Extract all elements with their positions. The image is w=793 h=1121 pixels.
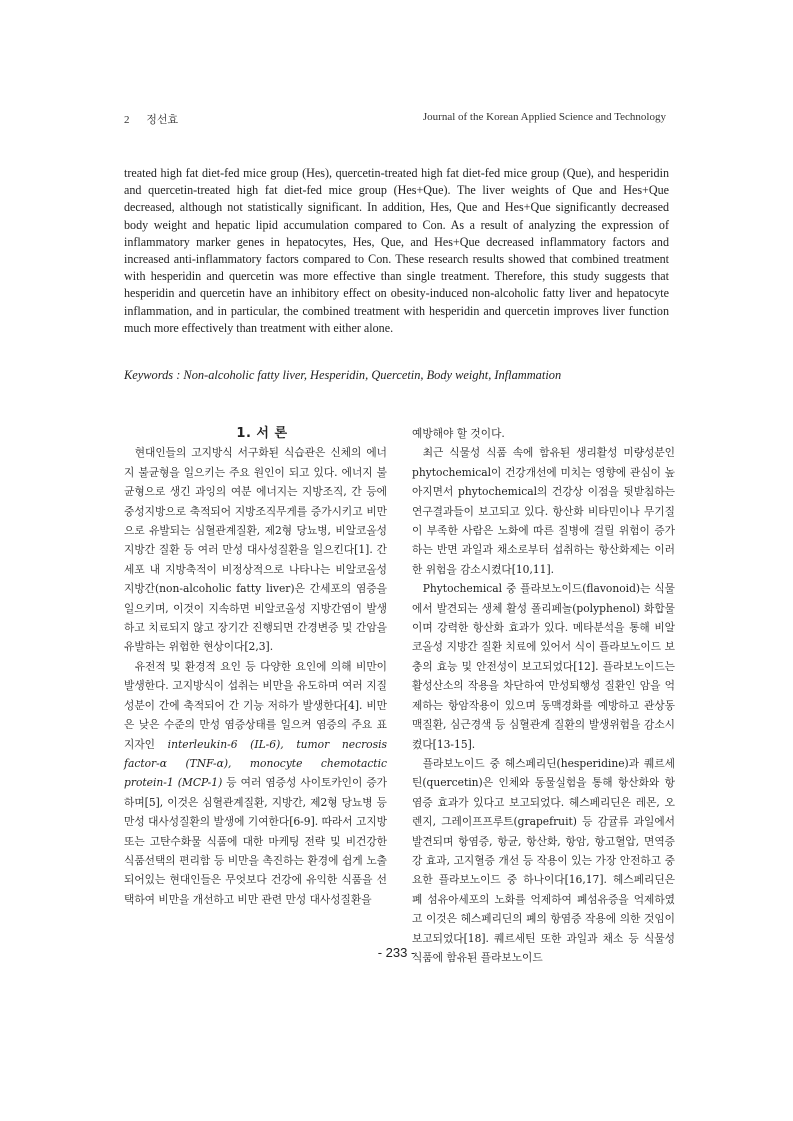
paragraph: 최근 식물성 식품 속에 함유된 생리활성 미량성분인 phytochemical이 건강개선에 미치는 영향에 관심이 높아지면서 phytochemical의 건강상 이점을 뒷받침하는 연구결과들이 보고되고 있다. 항산화 비타민이나 무기질이 부족한 사람은 노화에 따른 질병에 걸릴 위험이 증가하는 반면 과일과 채소로부터 섭취하는 항산화제는 이러한 위험을 감소시켰다[10,11]. xyxy=(412,446,675,576)
paragraph: 현대인들의 고지방식 서구화된 식습관은 신체의 에너지 불균형을 일으키는 주요 원인이 되고 있다. 에너지 불균형으로 생긴 과잉의 여분 에너지는 지방조직, 간 등에 중성지방으로 축적되어 지방조직무게를 증가시키고 비만으로 유발되는 심혈관계질환, 제2형 당뇨병, 비알코올성 지방간 질환 등 여러 만성 대사성질환을 일으킨다[1]. 간세포 내 지방축적이 비정상적으로 나타나는 비알코올성 지방간(non-alcoholic fatty liver)은 간세포의 염증을 일으키며, 이것이 지속하면 비알코올성 지방간염이 발생하고 치료되지 않고 장기간 진행되면 간경변증 및 간암을 유발하는 위험한 현상이다[2,3]. xyxy=(124,446,387,654)
abstract-text: treated high fat diet-fed mice group (Hes), quercetin-treated high fat diet-fed mice group (Que), and hesperidin and quercetin-treated high fat diet-fed mice group (Hes+Que). The liver weights of Que and Hes+Que decreased, although not statistically significant. In addition, Hes, Que and Hes+Que significantly decreased body weight and hepatic lipid accumulation compared to Con. As a result of analyzing the expression of inflammatory marker genes in hepatocytes, Hes, Que, and Hes+Que decreased inflammatory factors and increased anti-inflammatory factors compared to Con. These research results showed that combined treatment with hesperidin and quercetin was more effective than single treatment. Therefore, this study suggests that hesperidin and quercetin have an inhibitory effect on obesity-induced non-alcoholic fatty liver and hepatocyte inflammation, and in particular, the combined treatment with hesperidin and quercetin improves liver function much more effectively than treatment with either alone. xyxy=(124,166,669,335)
section-title: 1. 서 론 xyxy=(236,426,288,441)
author-name: 정선효 xyxy=(146,114,179,126)
paragraph: 예방해야 할 것이다. xyxy=(412,427,505,440)
page-number: 2 xyxy=(124,114,130,126)
paragraph-text: 유전적 및 환경적 요인 등 다양한 요인에 의해 비만이 발생한다. 고지방식이 섭취는 비만을 유도하며 여러 지질 성분이 간에 축적되어 간 기능 저하가 발생한다[4]. 비만은 낮은 수준의 만성 염증상태를 일으켜 염증의 주요 표지자인 xyxy=(124,659,387,751)
paragraph-text: 등 여러 염증성 사이토카인이 증가하며[5], 이것은 심혈관계질환, 지방간, 제2형 당뇨병 등 만성 대사성질환의 발생에 기여한다[6-9]. 따라서 고지방 또는 고탄수화물 식품에 대한 마케팅 전략 및 비건강한 식품선택의 편리함 등 비만을 촉진하는 환경에 쉽게 노출되어있는 현대인들은 무엇보다 건강에 유익한 식품을 선택하여 비만을 개선하고 비만 관련 만성 대사성질환을 xyxy=(124,776,388,906)
paragraph xyxy=(124,657,387,909)
cytokine-terms: interleukin-6 (IL-6), tumor necrosis factor-α (TNF-α), monocyte chemotactic protein-1 (MCP-1) xyxy=(124,737,387,790)
paragraph: Phytochemical 중 플라보노이드(flavonoid)는 식물에서 발견되는 생체 활성 폴리페놀(polyphenol) 화합물이며 강력한 항산화 효과가 있다. 메타분석을 통해 비알코올성 지방간 질환 치료에 있어서 식이 플라보노이드 보충의 효능 및 안전성이 보고되었다[12]. 플라보노이드는 활성산소의 작용을 차단하여 만성퇴행성 질환인 암을 억제하는 항암작용이 있으며 동맥경화를 예방하고 관상동맥질환, 심근경색 등 심혈관계 질환의 발생위험을 감소시켰다[13-15]. xyxy=(412,582,675,751)
right-column xyxy=(412,424,675,967)
keywords: Keywords : Non-alcoholic fatty liver, Hesperidin, Quercetin, Body weight, Inflammation xyxy=(124,368,562,382)
header-left xyxy=(124,111,178,127)
journal-title: Journal of the Korean Applied Science and Technology xyxy=(422,111,666,123)
page-footer: - 233 - xyxy=(377,945,416,960)
running-header xyxy=(124,111,666,127)
left-column xyxy=(124,424,387,909)
paragraph: 플라보노이드 중 헤스페리딘(hesperidine)과 퀘르세틴(quercetin)은 인체와 동물실험을 통해 항산화와 항염증 효과가 있다고 보고되었다. 헤스페리딘은 레몬, 오렌지, 그레이프프루트(grapefruit) 등 감귤류 과일에서 발견되며 항염증, 항균, 항산화, 항암, 항고혈압, 면역증강 효과, 고지혈증 개선 등 작용이 있는 가장 안전하고 중요한 플라보노이드 중 하나이다[16,17]. 헤스페리딘은 폐 섬유아세포의 노화를 억제하여 폐섬유증을 억제하였고 이것은 헤스페리딘의 폐의 항염증 작용에 의한 것임이 보고되었다[18]. 퀘르세틴 또한 과일과 채소 등 식물성 식품에 함유된 플라보노이드 xyxy=(412,756,675,964)
